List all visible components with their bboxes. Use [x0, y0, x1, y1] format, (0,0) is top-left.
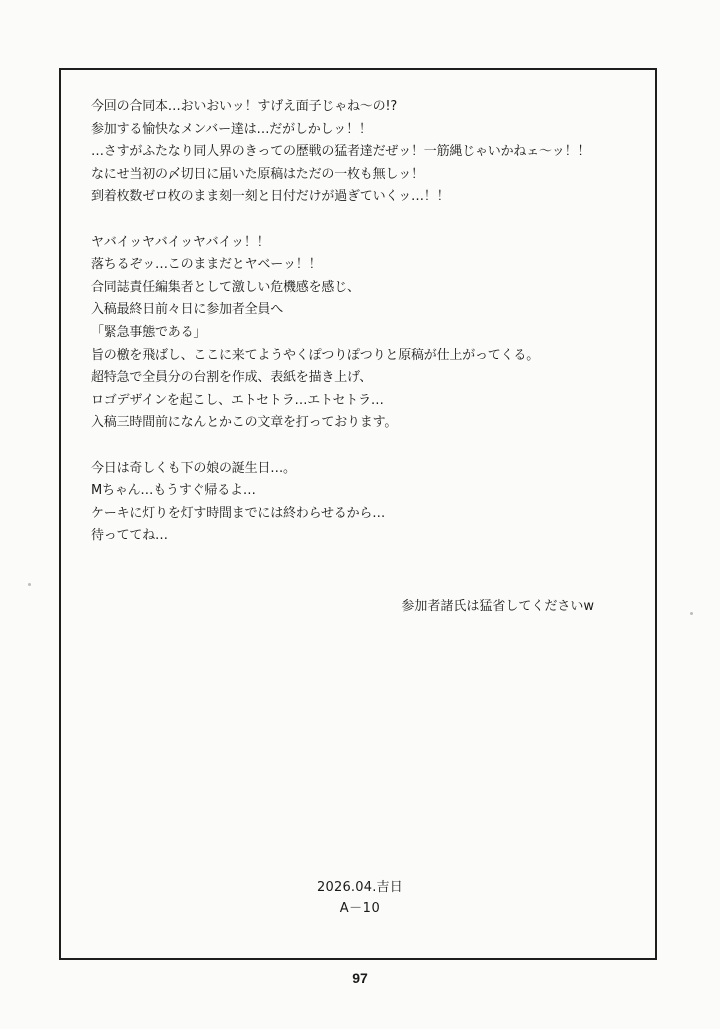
- text-line: …さすがふたなり同人界のきっての歴戦の猛者達だぜッ！一筋縄じゃいかねェ～ッ！！: [91, 144, 591, 160]
- text-line: 「緊急事態である」: [91, 324, 207, 340]
- paragraph-3: [91, 458, 651, 548]
- paragraph-1: [91, 96, 651, 209]
- text-line: ヤバイッヤバイッヤバイッ！！: [91, 234, 270, 250]
- text-line: 合同誌責任編集者として激しい危機感を感じ、: [91, 279, 360, 295]
- text-line: 入稿三時間前になんとかこの文章を打っております。: [91, 415, 398, 431]
- text-line: 落ちるぞッ…このままだとヤベーッ！！: [91, 257, 322, 273]
- text-line: ケーキに灯りを灯す時間までには終わらせるから…: [91, 505, 386, 521]
- page-number: 97: [352, 970, 368, 986]
- afterword-text: [91, 96, 651, 548]
- text-line: 旨の檄を飛ばし、ここに来てようやくぽつりぽつりと原稿が仕上がってくる。: [91, 347, 540, 363]
- text-line: 到着枚数ゼロ枚のまま刻一刻と日付だけが過ぎていくッ…！！: [91, 189, 450, 205]
- scan-speck: [28, 583, 31, 586]
- text-line: ロゴデザインを起こし、エトセトラ…エトセトラ…: [91, 392, 384, 408]
- footer-code: A－10: [339, 901, 381, 916]
- scan-speck: [690, 612, 693, 615]
- text-line: 今回の合同本…おいおいッ！すげえ面子じゃね～の!?: [91, 99, 398, 114]
- text-line: なにせ当初の〆切日に届いた原稿はただの一枚も無しッ！: [91, 166, 424, 182]
- text-line: Mちゃん…もうすぐ帰るよ…: [91, 483, 256, 499]
- text-line: 待っててね…: [91, 528, 168, 544]
- closing-remark: 参加者諸氏は猛省してくださいw: [401, 599, 594, 614]
- text-line: 参加する愉快なメンバー達は…だがしかしッ！！: [91, 121, 372, 137]
- text-line: 入稿最終日前々日に参加者全員へ: [91, 302, 284, 318]
- paragraph-2: [91, 232, 651, 435]
- text-line: 今日は奇しくも下の娘の誕生日…。: [91, 460, 296, 476]
- footer-date: 2026.04.吉日: [317, 880, 403, 895]
- text-line: 超特急で全員分の台割を作成、表紙を描き上げ、: [91, 370, 373, 386]
